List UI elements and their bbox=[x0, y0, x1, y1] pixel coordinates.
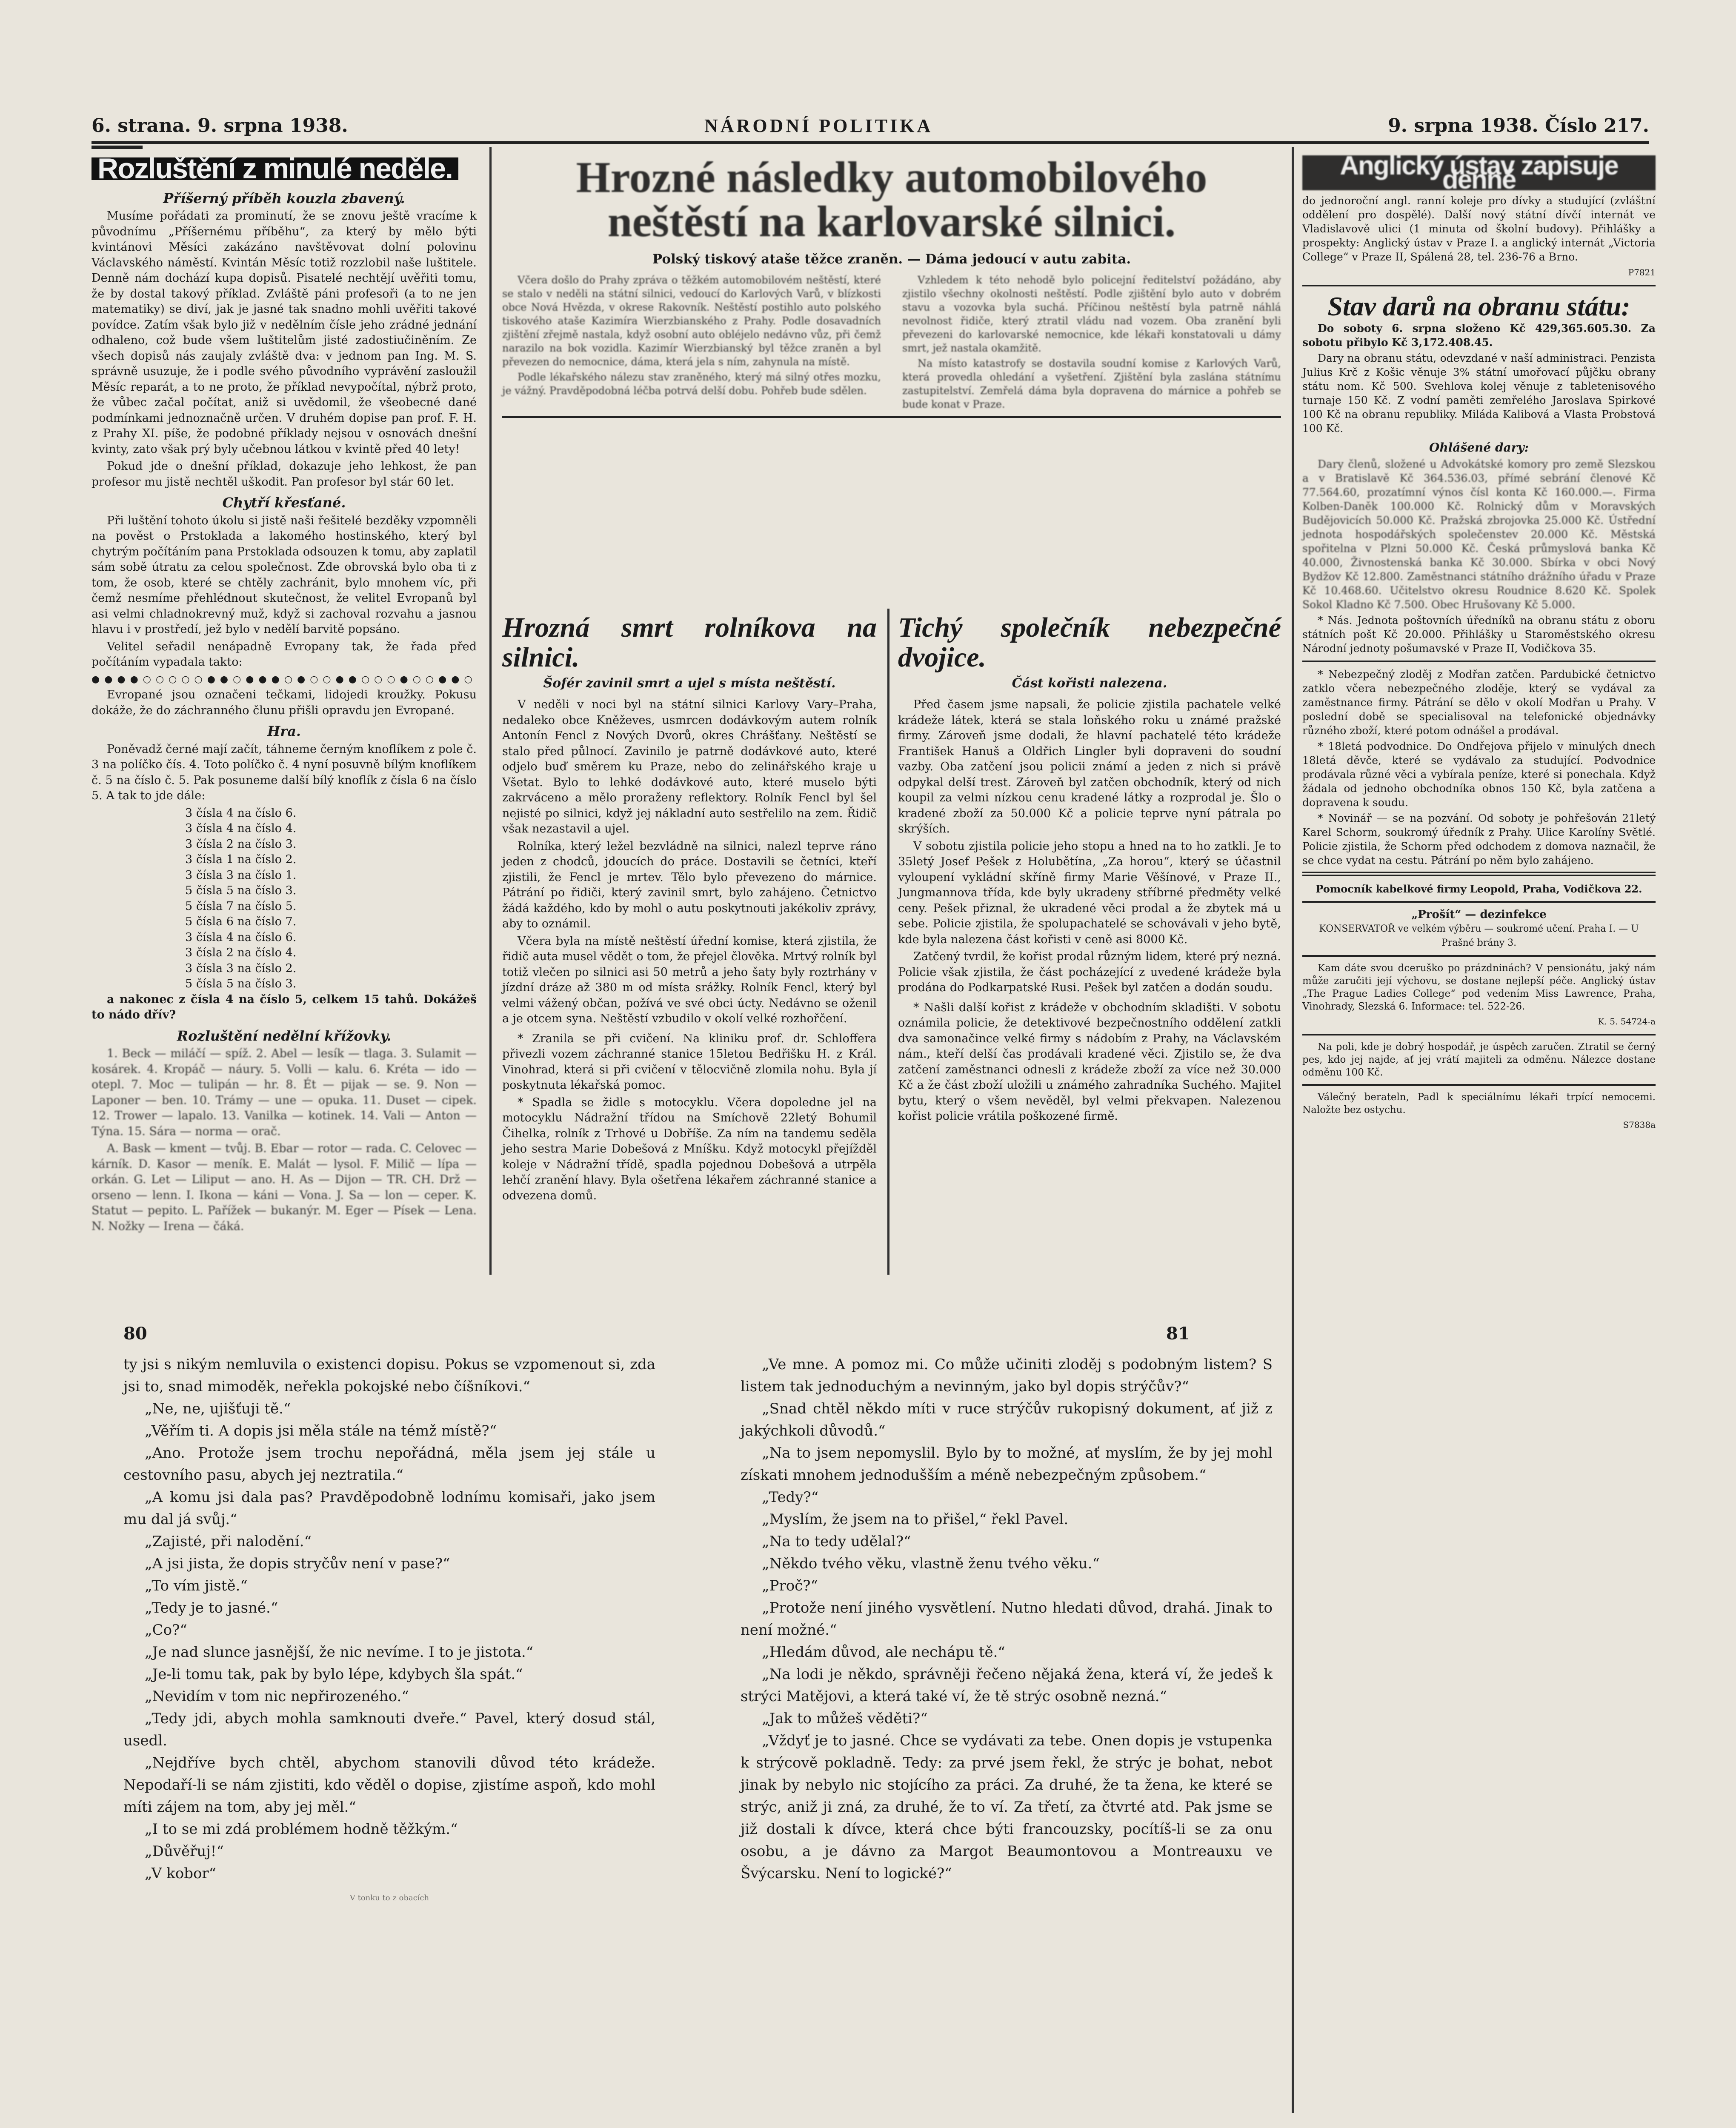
divider bbox=[1302, 1084, 1656, 1086]
news-item: * Nebezpečný zloděj z Modřan zatčen. Pardubické četnictvo zatklo včera nebezpečného zloděje, který se vydával za zaměstnance firmy. Pátrání se dělo v okolí Modřan u Prahy. V poslední době se specialisoval na telefonické objednávky různého zboží, které potom odnášel a prodával. bbox=[1302, 668, 1656, 737]
story-paragraph: „To vím jistě.“ bbox=[145, 1577, 248, 1594]
story-headline: Hrozná smrt rolníkova na silnici. bbox=[502, 612, 877, 673]
divider bbox=[1302, 901, 1656, 903]
story-paragraph: „Věřím ti. A dopis jsi měla stále na témž místě?“ bbox=[145, 1422, 497, 1439]
section-title: Rozluštění z minulé neděle. bbox=[92, 157, 458, 180]
story-paragraph: „V kobor“ bbox=[145, 1865, 217, 1882]
running-header bbox=[92, 112, 1649, 144]
ad-text: do jednoroční angl. ranní koleje pro dívky a studující (zvláštní oddělení pro dospělé). Další nový státní dívčí internát ve Vladislavově ulici (1 minuta od školní budovy). Přihlášky a prospekty: Anglický ústav v Praze I. a anglický internát „Victoria College“ v Praze II, Spálená 28, tel. 236-76 a Brno. bbox=[1302, 194, 1656, 263]
footer-note: V tonku to z obacích bbox=[349, 1893, 429, 1902]
story-paragraph: ty jsi s nikým nemluvila o existenci dopisu. Pokus se vzpomenout si, zda jsi to, snad mimoděk, neřekla pokojské nebo číšníkovi.“ bbox=[123, 1356, 655, 1395]
paragraph: A. Bask — kment — tvůj. B. Ebar — rotor — rada. C. Celovec — kárník. D. Kasor — meník. E. Malát — lysol. F. Milič — lípa — orkán. G. Let — Liliput — ano. H. As — Dijon — TR. CH. Drž — orseno — lenn. I. Ikona — káni — Vona. J. Sa — lon — ceper. K. Statut — pepito. L. Pařížek — bukanýr. M. Eger — Písek — Lena. N. Nožky — Irena — čáká. bbox=[92, 1142, 477, 1233]
story-paragraph: „Protože není jiného vysvětlení. Nutno hledati důvod, drahá. Jinak to není možné.“ bbox=[741, 1599, 1273, 1639]
column-divider bbox=[489, 147, 492, 1275]
story-paragraph: „I to se mi zdá problémem hodně těžkým.“ bbox=[145, 1821, 458, 1838]
story-paragraph: „Ne, ne, ujišťuji tě.“ bbox=[145, 1400, 291, 1417]
move-item: 5 čísla 6 na číslo 7. bbox=[185, 915, 297, 928]
story-paragraph: „A jsi jista, že dopis stryčův není v pase?“ bbox=[145, 1555, 450, 1572]
news-item: * 18letá podvodnice. Do Ondřejova přijelo v minulých dnech 18letá děvče, které se vydávalo za studující. Podvodnice prodávala různé věci a vybírala peníze, které si ponechala. Když žádala od jednoho obchodníka obnos 150 Kč, byla zatčena a dopravena k soudu. bbox=[1302, 740, 1656, 809]
move-item: 3 čísla 2 na číslo 4. bbox=[185, 946, 297, 959]
paragraph: Rolníka, který ležel bezvládně na silnici, nalezl teprve ráno jeden z chodců, jdoucích do práce. Dostavili se četníci, kteří zjistili, že Fencl je mrtev. Tělo bylo převezeno do márnice. Pátrání po řidiči, který zavinil smrt, bylo zahájeno. Četnictvo žádá každého, kdo by mohl o autu poskytnouti jakékoliv zprávy, aby to oznámil. bbox=[502, 839, 877, 930]
ad-code: S7838a bbox=[1623, 1120, 1656, 1130]
story-paragraph: „Nevidím v tom nic nepřirozeného.“ bbox=[145, 1688, 409, 1705]
paragraph: Včera došlo do Prahy zpráva o těžkém automobilovém neštěstí, které se stalo v neděli na státní silnici, vedoucí do Karlových Varů, v blízkosti obce Nová Hvězda, v okrese Rakovník. Neštěstí postihlo auto polského tiskového ataše Kazimíra Wierzbianského z Prahy. Podle dosavadních zjištění zřejmě nastala, když osobní auto obléjelo nedávno vůz, při čemž narazilo na bok vozidla. Kazimír Wierzbianský byl těžce zraněn a byl převezen do nemocnice, dáma, která jela s ním, zahynula na místě. bbox=[502, 274, 881, 368]
story-paragraph: „Důvěřuj!“ bbox=[145, 1843, 224, 1860]
story-paragraph: „Snad chtěl někdo míti v ruce strýčův rukopisný dokument, ať již z jakýchkoli důvodů.“ bbox=[741, 1400, 1273, 1439]
move-item: 3 čísla 4 na číslo 6. bbox=[185, 806, 297, 820]
paragraph: Vzhledem k této nehodě bylo policejní ředitelství požádáno, aby zjistilo všechny okolnosti neštěstí. Podle zjištění bylo auto v dobrém stavu a vozovka byla suchá. Příčinou neštěstí byla patrně náhlá nevolnost řidiče, který ztratil vládu nad vozem. Oba zranění byli převezeni do karlovarské nemocnice, kde lékaři konstatovali u dámy smrt, jež nastala okamžitě. bbox=[902, 274, 1281, 354]
subhead: Rozluštění nedělní křížovky. bbox=[177, 1027, 392, 1044]
paragraph: Pokud jde o dnešní příklad, dokazuje jeho lehkost, že pan profesor mu jistě nechtěl uškodit. Pan profesor byl stár 60 let. bbox=[92, 460, 477, 489]
story-paragraph: „Proč?“ bbox=[762, 1577, 818, 1594]
story-paragraph: „Je-li tomu tak, pak by bylo lépe, kdybych šla spát.“ bbox=[145, 1666, 523, 1683]
divider bbox=[502, 416, 1281, 418]
news-item: * Spadla se židle s motocyklu. Včera dopoledne jel na motocyklu Nádražní třídou na Smíchově 22letý Bohumil Čihelka, rolník z Trhové u Dobříše. Za ním na tandemu seděla jeho sestra Marie Dobešová z Mníšku. Když motocykl přejížděl koleje v Nádražní třídě, spadla pojednou Dobešová a utrpěla lehčí zranění hlavy. Byla ošetřena lékařem záchranné stanice a odvezena domů. bbox=[502, 1095, 877, 1202]
story-paragraph: „Hledám důvod, ale nechápu tě.“ bbox=[762, 1644, 1005, 1661]
paragraph: V neděli v noci byl na státní silnici Karlovy Vary–Praha, nedaleko obce Kněževes, usmrcen dodávkovým autem rolník Antonín Fencl z Nových Dvorů, okres Chrášťany. Neštěstí se stalo před půlnocí. Zavinilo je patrně dodávkové auto, které odjelo buď směrem ku Praze, nebo do zelinářského kraje u Všetat. Bylo to lehké dodávkové auto, které muselo býti zakrváceno a mělo proraženy reflektory. Rolník Fencl byl šel nejisté po silnici, když jej nákladní auto sestřelilo na zem. Řidič však nezastavil a ujel. bbox=[502, 698, 877, 835]
move-item: 3 čísla 4 na číslo 4. bbox=[185, 822, 297, 835]
ad-code: P7821 bbox=[1628, 267, 1656, 277]
story-paragraph: „Tedy?“ bbox=[762, 1489, 819, 1506]
move-item: 5 čísla 5 na číslo 3. bbox=[185, 977, 297, 990]
story-headline: Tichý společník nebezpečné dvojice. bbox=[898, 612, 1281, 673]
paragraph: Musíme pořádati za prominutí, že se znovu ještě vracíme k původnímu „Příšernému příběhu“, za který by mělo býti kvintánovi Měsíci zakázáno navštěvovat dolní polovinu Václavského náměstí. Kvintán Měsíc totiž rozzlobil naše luštitele. Denně nám dochází kupa dopisů. Pisatelé nechtějí uvěřiti tomu, že by dostal takový příklad. Zvláště páni profesoři (a to ne jen matematiky) se diví, jak je jasné tak snadno mohli uvěřiti takové povídce. Zatím však bylo již v nedělním čísle jeho zrádné jednání odhaleno, což bude všem luštitelům jisté zadostiučiněním. Ze všech dopisů nás zaujaly zvláště dva: v jednom pan Ing. M. S. správně usuzuje, že i podle svého původního vyprávění zasloužil Měsíc reparát, a to ne proto, že příklad nevypočítal, nýbrž proto, že vůbec začal počítat, aniž si uvědomil, že všeobecné dané podmínkami jednoznačně určen. V druhém dopise pan prof. F. H. z Prahy XI. píše, že podobné příklady nejsou v osnovách dnešní kvinty, zato však prý byly učebnou látkou v kvintě před 40 lety! bbox=[92, 209, 477, 456]
news-item: * Zranila se při cvičení. Na kliniku prof. dr. Schlofferа přivezli vozem záchranné stanice 15letou Bedřišku H. z Král. Vinohrad, která si při cvičení v tělocvičně zlomila nohu. Byla jí poskytnuta lékařská pomoc. bbox=[502, 1032, 877, 1092]
paragraph: Velitel seřadil nenápadně Evropany tak, že řada před počítáním vypadala takto: bbox=[92, 640, 477, 669]
move-item: 3 čísla 4 na číslo 6. bbox=[185, 930, 297, 944]
paragraph: Zatčený tvrdil, že kořist prodal různým lidem, které prý nezná. Policie však zjistila, že část pocházející z uvedené krádeže byla prodána do Podkarpatské Rusi. Pešek byl zatčen a dodán soudu. bbox=[898, 950, 1281, 994]
divider bbox=[1302, 872, 1656, 878]
move-item: 5 čísla 7 na číslo 5. bbox=[185, 899, 297, 913]
small-ad: Válečný berateln, Padl k speciálnímu lékaři trpící nemocemi. Naložte bez ostychu. bbox=[1302, 1092, 1656, 1115]
moves-list bbox=[185, 806, 477, 992]
header-date-issue: 9. srpna 1938. Číslo 217. bbox=[1388, 115, 1649, 137]
masthead: NÁRODNÍ POLITIKA bbox=[704, 115, 933, 136]
column-thieves bbox=[898, 613, 1281, 1126]
story-paragraph: „Ano. Protože jsem trochu nepořádná, měla jsem jej stále u cestovního pasu, abych jej neztratila.“ bbox=[123, 1444, 655, 1484]
story-paragraph: „Co?“ bbox=[145, 1622, 187, 1639]
paragraph: a nakonec z čísla 4 na číslo 5, celkem 15 tahů. Dokážeš to nádo dřív? bbox=[92, 992, 477, 1021]
lead-body bbox=[502, 273, 1281, 411]
move-item: 3 čísla 3 na číslo 1. bbox=[185, 868, 297, 882]
story-paragraph: „A komu jsi dala pas? Pravděpodobně lodnímu komisaři, jako jsem mu dal já svůj.“ bbox=[123, 1489, 655, 1528]
lead-story bbox=[502, 155, 1281, 423]
paragraph: Poněvadž černé mají začít, táhneme černým knoflíkem z pole č. 3 na políčko čís. 4. Toto políčko č. 4 nyní posuvně bílým knoflíkem č. 5 na číslo č. 5. Pak posuneme další bílý knoflík z čísla 6 na číslo 5. A tak to jde dále: bbox=[92, 742, 477, 802]
page-number: 80 bbox=[123, 1324, 147, 1344]
divider bbox=[1302, 1034, 1656, 1035]
header-underline-mark bbox=[92, 146, 143, 149]
paragraph: Do soboty 6. srpna složeno Kč 429,365.605.30. Za sobotu přibylo Kč 3,172.408.45. bbox=[1302, 322, 1656, 349]
column-puzzle-solutions bbox=[92, 152, 477, 1236]
paragraph: 1. Beck — miláčí — spíž. 2. Abel — lesík — tlaga. 3. Sulamit — kosárek. 4. Kropáč — náury. 5. Volli — kalu. 6. Kréta — ido — otepl. 7. Moc — tulipán — hr. 8. Ét — pijak — se. 9. Non — Laponer — ben. 10. Trámy — une — opuka. 11. Duset — cipek. 12. Trower — lapalo. 13. Vanilka — kotinek. 14. Vali — Anton — Týna. 15. Sára — norma — orač. bbox=[92, 1047, 477, 1138]
divider bbox=[1302, 955, 1656, 957]
paragraph: Včera byla na místě neštěstí úřední komise, která zjistila, že řidič auta musel vědět o tom, že přejel člověka. Mrtvý rolník byl totiž vlečen po silnici asi 50 metrů a jeho šaty byly roztrhány v jízdní dráze až 380 m od místa srážky. Rolník Fencl, který byl velmi vážený občan, požívá ve své obci úcty. Nedávno se oženil a je otcem syna. Neštěstí vzbudilo v okolí velké rozhořčení. bbox=[502, 934, 877, 1025]
small-ad-title: „Prošít“ — dezinfekce bbox=[1411, 908, 1547, 921]
story-paragraph: „Ve mne. A pomoz mi. Co může učiniti zloděj s podobným listem? S listem tak jednoduchým a nevinným, jako byl dopis strýčův?“ bbox=[741, 1356, 1273, 1395]
ad-headline: Anglický ústav zapisuje denně bbox=[1302, 155, 1656, 190]
subhead: Příšerný příběh kouzla zbavený. bbox=[163, 190, 405, 206]
story-deck: Šofér zavinil smrt a ujel s místa neštěstí. bbox=[543, 676, 836, 691]
divider bbox=[1302, 285, 1656, 286]
novel-column-left bbox=[123, 1353, 655, 1906]
lead-deck: Polský tiskový ataše těžce zraněn. — Dáma jedoucí v autu zabita. bbox=[652, 252, 1131, 267]
story-paragraph: „Myslím, že jsem na to přišel,“ řekl Pavel. bbox=[762, 1511, 1069, 1528]
story-paragraph: „Jak to můžeš věděti?“ bbox=[762, 1710, 928, 1727]
news-item: * Novinář — se na pozvání. Od soboty je pohřešován 21letý Karel Schorm, soukromý úředník z Prahy. Ulice Karolíny Světlé. Policie zjistila, že Schorm před odchodem z domova naznačil, že se chce vydat na cestu. Pátrání po něm bylo zahájeno. bbox=[1302, 812, 1656, 867]
story-paragraph: „Na to tedy udělal?“ bbox=[762, 1533, 911, 1550]
novel-column-right bbox=[741, 1353, 1273, 1885]
move-item: 3 čísla 3 na číslo 2. bbox=[185, 961, 297, 975]
paragraph: Podle lékařského nálezu stav zraněného, který má silný otřes mozku, je vážný. Pravděpodobná léčba potrvá delší dobu. Pohřeb bude sdělen. bbox=[502, 371, 881, 397]
divider bbox=[1302, 661, 1656, 662]
story-paragraph: „Je nad slunce jasnější, že nic nevíme. I to je jistota.“ bbox=[145, 1644, 534, 1661]
paragraph: V sobotu zjistila policie jeho stopu a hned na to ho zatkli. Je to 35letý Josef Pešek z Holubětína, „Za horou“, který se účastnil vyloupení vykládní skříně firmy Marie Věšínové, v Praze II., Jungmannova třída, kde byly ukradeny stříbrné předměty velké ceny. Pešek přiznal, že ukradené věci prodal a že zbytek má u sebe. Policie zjistila, že spolupachatelé se schovávali v jeho bytě, kde byla nalezena část kořisti v ceně asi 8000 Kč. bbox=[898, 839, 1281, 946]
subhead: Hra. bbox=[267, 723, 301, 739]
paragraph: * Nás. Jednota poštovních úředníků na obranu státu z oboru státních pošt Kč 20.000. Přihlášky u Staroměstského okresu Národní jednoty pošumavské v Praze II, Vodičkova 35. bbox=[1302, 614, 1656, 655]
story-paragraph: „Zajisté, při nalodění.“ bbox=[145, 1533, 312, 1550]
section-headline: Stav darů na obranu státu: bbox=[1327, 291, 1630, 321]
column-divider bbox=[1292, 147, 1294, 2113]
paragraph: Na místo katastrofy se dostavila soudní komise z Karlových Varů, která provedla ohledání a vyšetření. Zjištění byla zaslána státnímu zastupitelství. Zemřelá dáma byla dopravena do márnice a pohřeb se bude konat v Praze. bbox=[902, 357, 1281, 410]
column-right bbox=[1302, 151, 1656, 1132]
header-page-date: 6. strana. 9. srpna 1938. bbox=[92, 115, 348, 137]
move-item: 3 čísla 1 na číslo 2. bbox=[185, 853, 297, 866]
move-item: 5 čísla 5 na číslo 3. bbox=[185, 884, 297, 897]
paragraph: Při luštění tohoto úkolu si jistě naši řešitelé bezděky vzpomněli na pověst o Prstoklada a lakomého hostinského, který byl chytrým počítáním pana Prstoklada odsouzen k tomu, aby zaplatil sám sobě útratu za celou společnost. Zde obrovská bylo oba ti z tom, že osob, které se chtěly zachránit, bylo mnohem víc, při čemž nesmíme přehlédnout skutečnost, že velitel Evropanů byl asi velmi chladnokrevný muž, když si zachoval rozvahu a jasnou hlavu i v prostředí, jež bylo v nedělí barvitě popsáno. bbox=[92, 514, 477, 636]
paragraph: Před časem jsme napsali, že policie zjistila pachatele velké krádeže látek, která se stala loňského roku u známé pražské firmy. Zároveň jsme dodali, že hlavní pachatelé této krádeže František Hanuš a Oldřich Lingler byli dopraveni do soudní vazby. Oba zatčení jsou policii známí a jeden z nich si právě odpykal delší trest. Zároveň byl zatčen obchodník, který od nich koupil za velmi nízkou cenu kradené látky a rozprodal je. Šlo o kradené zboží za 50.000 Kč a policie teprve nyní pátrala po skrýších. bbox=[898, 698, 1281, 835]
story-paragraph: „Nejdříve bych chtěl, abychom stanovili důvod této krádeže. Nepodaří-li se nám zjistiti, kdo věděl o dopise, zjistíme aspoň, kdo mohl míti zájem na tom, aby jej měl.“ bbox=[123, 1754, 655, 1816]
story-paragraph: „Tedy jdi, abych mohla samknouti dveře.“ Pavel, který dosud stál, usedl. bbox=[123, 1710, 655, 1749]
subhead: Ohlášené dary: bbox=[1429, 440, 1529, 455]
dots-sequence: ● ● ● ● ○ ○ ○ ○ ○ ● ● ○ ● ● ● ○ ● ○ ○ ● ● ○ ○ ○ ● ○ ○ ● ● ○ bbox=[92, 674, 473, 685]
story-paragraph: „Tedy je to jasné.“ bbox=[145, 1599, 278, 1616]
lead-headline: Hrozné následky automobilového neštěstí na karlovarské silnici. bbox=[576, 153, 1207, 246]
paragraph: Dary na obranu státu, odevzdané v naší administraci. Penzista Julius Krč z Košic věnuje 3% státní umořovací půjčku obrany státu nom. Kč 500. Svehlova kolej věnuje z tabletenisového turnaje 150 Kč. Z vodní paměti zemřelého Jaroslava Spirkové 100 Kč na obranu republiky. Miláda Kalibová a Vlasta Probstová 100 Kč. bbox=[1302, 352, 1656, 435]
story-deck: Část kořisti nalezena. bbox=[1012, 676, 1167, 691]
subhead: Chytří křesťané. bbox=[222, 495, 346, 511]
column-divider bbox=[887, 609, 889, 1275]
ad-code: K. 5. 54724-a bbox=[1598, 1016, 1656, 1027]
story-paragraph: „Vždyť je to jasné. Chce se vydávati za tebe. Onen dopis je vstupenka k strýcově pokladně. Tedy: za prvé jsem řekl, že strýc je bohat, nebot jinak by nebylo nic stojícího za práci. Za druhé, že ta žena, ke které se strýc, aniž ji zná, za druhé, že to ví. Za třetí, za čtvrté atd. Pak jsme se již dostali k dívce, která chce býti francouzsky, pocítíš-li se za onu osobu, a je dávno za Margot Beaumontovou a Montreauxu ve Švýcarsku. Není to logické?“ bbox=[741, 1732, 1273, 1882]
story-paragraph: „Na lodi je někdo, správněji řečeno nějaká žena, která ví, že jedeš k strýci Matějovi, a která také ví, že tě strýc osobně nezná.“ bbox=[741, 1666, 1273, 1705]
small-ad: Na poli, kde je dobrý hospodář, je úspěch zaručen. Ztratil se černý pes, kdo jej najde, ať jej vrátí majiteli za odměnu. Nálezce dostane odměnu 100 Kč. bbox=[1302, 1041, 1656, 1078]
paragraph: Dary členů, složené u Advokátské komory pro země Slezskou a v Bratislavě Kč 364.536.03, přímé sebrání členové Kč 77.564.60, prozatímní výnos čísl konta Kč 160.000.—. Firma Kolben-Daněk 100.000 Kč. Rolnický dům v Moravských Budějovicích 50.000 Kč. Pražská zbrojovka 25.000 Kč. Ústřední jednota hospodářských společenstev 20.000 Kč. Městská spořitelna v Plzni 50.000 Kč. Česká průmyslová banka Kč 40.000, Živnostenská banka Kč 30.000. Sbírka v obci Nový Bydžov Kč 12.800. Zaměstnanci státního drážního úřadu v Praze Kč 10.468.60. Učitelstvo okresu Roudnice 8.620 Kč. Spolek Sokol Kladno Kč 7.500. Obec Hrušovany Kč 5.000. bbox=[1302, 458, 1656, 611]
story-paragraph: „Na to jsem nepomyslil. Bylo by to možné, ať myslím, že by jej mohl získati mnohem jednodušším a méně nebezpečným způsobem.“ bbox=[741, 1444, 1273, 1484]
move-item: 3 čísla 2 na číslo 3. bbox=[185, 837, 297, 851]
paragraph: Evropané jsou označeni tečkami, lidojedi kroužky. Pokusu dokáže, že do záchranného člunu přišli opravdu jen Evropané. bbox=[92, 688, 477, 717]
story-paragraph: „Někdo tvého věku, vlastně ženu tvého věku.“ bbox=[762, 1555, 1100, 1572]
small-ad: Kam dáte svou dceruško po prázdninách? V pensionátu, jaký nám může zaručiti její výchovu, se dostane nejlepší péče. Anglický ústav „The Prague Ladies College“ pod vedením Miss Lawrence, Praha, Vinohrady, Slezská 6. Informace: tel. 522-26. bbox=[1302, 963, 1656, 1012]
small-ad: Pomocník kabelkové firmy Leopold, Praha, Vodičkova 22. bbox=[1316, 883, 1642, 895]
page-number: 81 bbox=[1166, 1324, 1190, 1344]
news-item: * Našli další kořist z krádeže v obchodním skladišti. V sobotu oznámila policie, že detektivové bezpečnostního oddělení zatkli dva samonačince velké firmy s nádobím z Prahy, na Václavském nám., kteří delší čas prodávali kradené věci. Zjistilo se, že dva zatčení zaměstnanci odnesli z krádeže zboží za více než 30.000 Kč a že část zboží uložili u známého zahradníka Suchého. Majitel bytu, který o všem nevěděl, byl velmi překvapen. Nalezenou kořist policie vrátila poškozené firmě. bbox=[898, 1001, 1281, 1123]
small-ad: KONSERVATOŘ ve velkém výběru — soukromé učení. Praha I. — U Prašné brány 3. bbox=[1319, 924, 1639, 948]
column-farmer-death bbox=[502, 613, 877, 1205]
